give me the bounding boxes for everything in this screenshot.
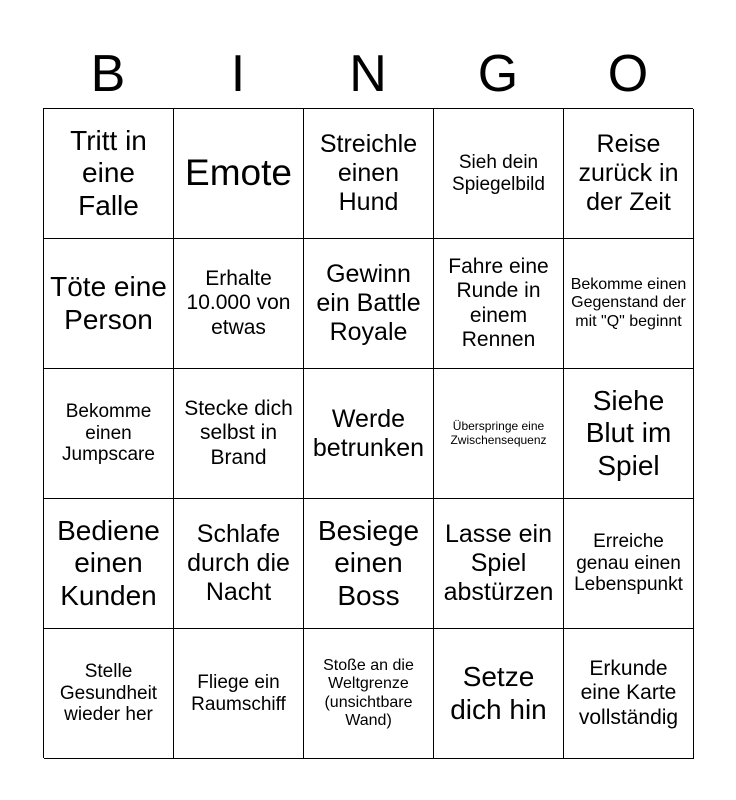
bingo-cell[interactable]: Gewinn ein Battle Royale	[304, 239, 434, 369]
bingo-cell[interactable]: Bekomme einen Jumpscare	[44, 369, 174, 499]
bingo-cell[interactable]: Schlafe durch die Nacht	[174, 499, 304, 629]
bingo-cell[interactable]: Erkunde eine Karte vollständig	[564, 629, 694, 759]
bingo-cell[interactable]: Siehe Blut im Spiel	[564, 369, 694, 499]
bingo-cell[interactable]: Tritt in eine Falle	[44, 109, 174, 239]
bingo-grid	[43, 108, 693, 758]
bingo-cell[interactable]: Fahre eine Runde in einem Rennen	[434, 239, 564, 369]
bingo-cell[interactable]: Erreiche genau einen Lebenspunkt	[564, 499, 694, 629]
bingo-cell[interactable]: Stecke dich selbst in Brand	[174, 369, 304, 499]
bingo-cell[interactable]: Streichle einen Hund	[304, 109, 434, 239]
bingo-cell[interactable]: Fliege ein Raumschiff	[174, 629, 304, 759]
bingo-cell[interactable]: Sieh dein Spiegelbild	[434, 109, 564, 239]
header-letter-o: O	[607, 45, 649, 103]
bingo-cell[interactable]: Lasse ein Spiel abstürzen	[434, 499, 564, 629]
bingo-cell[interactable]: Setze dich hin	[434, 629, 564, 759]
header-letter-g: G	[477, 45, 519, 103]
bingo-cell[interactable]: Reise zurück in der Zeit	[564, 109, 694, 239]
bingo-cell[interactable]: Besiege einen Boss	[304, 499, 434, 629]
header-letter-b: B	[90, 45, 126, 103]
bingo-cell[interactable]: Überspringe eine Zwischensequenz	[434, 369, 564, 499]
bingo-cell[interactable]: Bekomme einen Gegenstand der mit "Q" beginnt	[564, 239, 694, 369]
bingo-cell[interactable]: Stelle Gesundheit wieder her	[44, 629, 174, 759]
bingo-cell[interactable]: Werde betrunken	[304, 369, 434, 499]
bingo-header	[43, 40, 693, 108]
header-letter-n: N	[349, 45, 387, 103]
bingo-cell[interactable]: Bediene einen Kunden	[44, 499, 174, 629]
bingo-cell[interactable]: Stoße an die Weltgrenze (unsichtbare Wand)	[304, 629, 434, 759]
bingo-cell[interactable]: Emote	[174, 109, 304, 239]
bingo-cell[interactable]: Töte eine Person	[44, 239, 174, 369]
bingo-cell[interactable]: Erhalte 10.000 von etwas	[174, 239, 304, 369]
header-letter-i: I	[230, 45, 246, 103]
